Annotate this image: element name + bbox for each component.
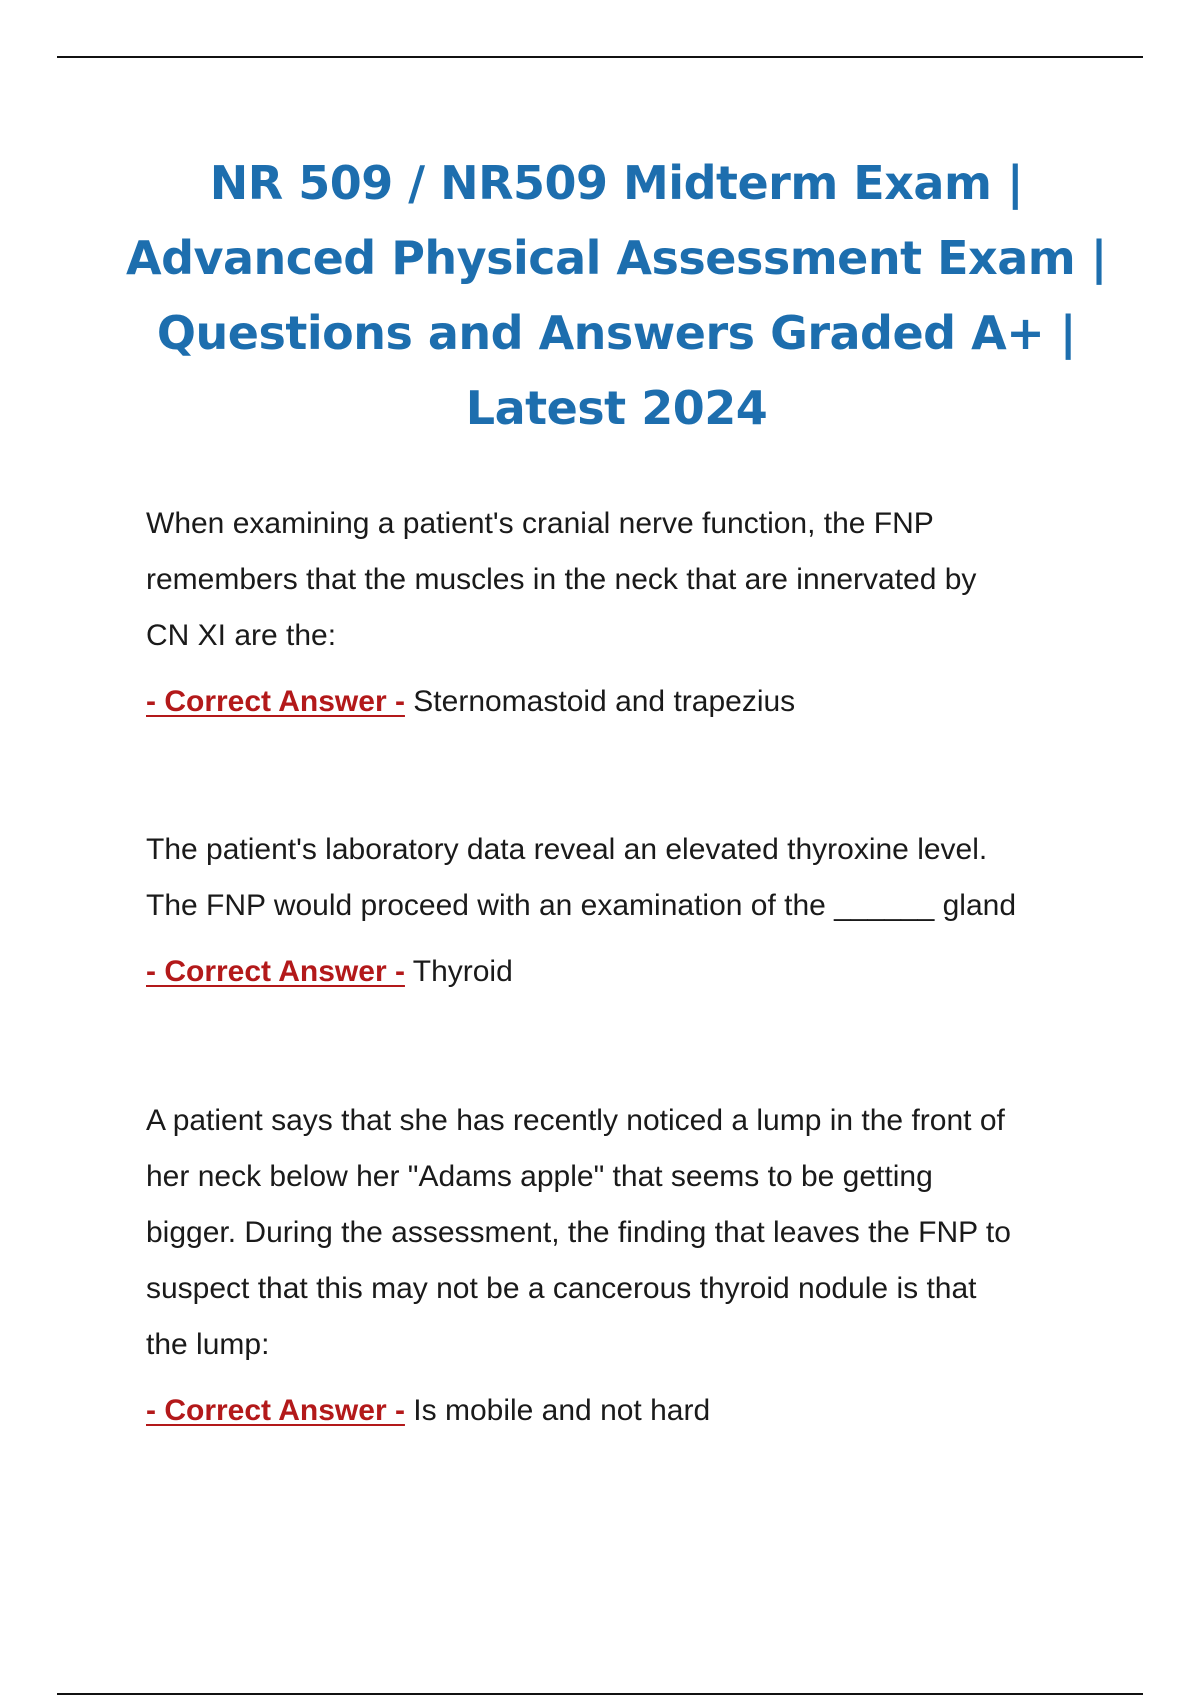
- title-line: Questions and Answers Graded A+ |: [156, 306, 1077, 360]
- question-line: remembers that the muscles in the neck that are innervated by: [146, 563, 977, 596]
- correct-answer-label: - Correct Answer -: [146, 1394, 405, 1427]
- answer-text: Is mobile and not hard: [413, 1394, 711, 1427]
- title-line: Advanced Physical Assessment Exam |: [126, 231, 1107, 285]
- question-line: The patient's laboratory data reveal an elevated thyroxine level.: [146, 833, 988, 866]
- answer-text: Sternomastoid and trapezius: [413, 685, 796, 718]
- question-line: bigger. During the assessment, the finding that leaves the FNP to: [146, 1216, 1011, 1249]
- answer-text: Thyroid: [412, 955, 513, 988]
- correct-answer-label: - Correct Answer -: [146, 685, 405, 718]
- title-line: Latest 2024: [465, 381, 768, 435]
- qa-item-thyroid-lump: [146, 1093, 1106, 1431]
- question-text: [146, 1093, 1106, 1373]
- question-line: the lump:: [146, 1328, 270, 1361]
- top-divider: [57, 56, 1143, 58]
- question-line: CN XI are the:: [146, 619, 337, 652]
- answer-row: [146, 952, 1106, 992]
- bottom-divider: [57, 1693, 1143, 1695]
- question-line: A patient says that she has recently noticed a lump in the front of: [146, 1104, 1005, 1137]
- document-title: [100, 146, 1133, 446]
- qa-item-thyroxine: [146, 822, 1106, 992]
- title-line: NR 509 / NR509 Midterm Exam |: [209, 156, 1024, 210]
- question-line: The FNP would proceed with an examination of the ______ gland: [146, 889, 1017, 922]
- answer-row: [146, 682, 1106, 722]
- qa-item-cranial-nerve: [146, 496, 1106, 722]
- question-text: [146, 496, 1106, 664]
- correct-answer-label: - Correct Answer -: [146, 955, 405, 988]
- question-line: suspect that this may not be a cancerous thyroid nodule is that: [146, 1272, 977, 1305]
- answer-row: [146, 1391, 1106, 1431]
- question-line: her neck below her "Adams apple" that seems to be getting: [146, 1160, 933, 1193]
- question-line: When examining a patient's cranial nerve function, the FNP: [146, 507, 934, 540]
- question-text: [146, 822, 1106, 934]
